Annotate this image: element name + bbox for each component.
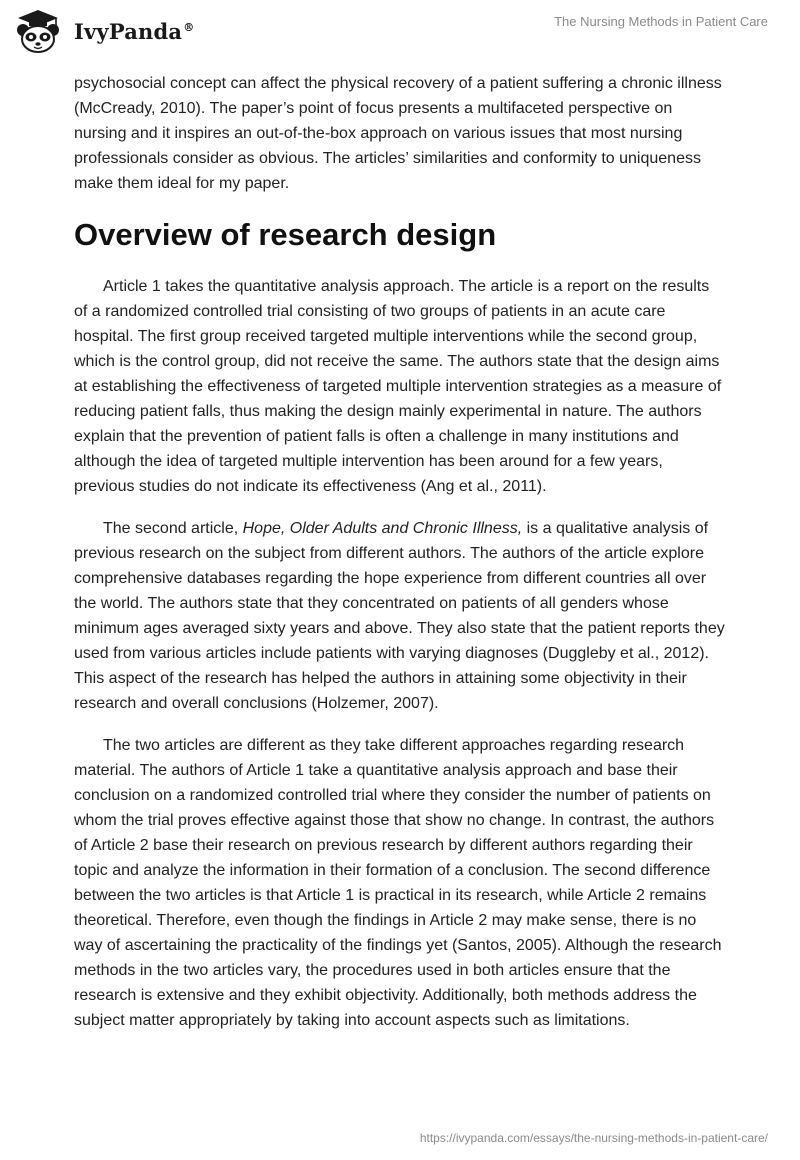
paragraph-2-suffix: is a qualitative analysis of previous research on the subject from different authors. The authors of the article explore comprehensive databases regarding the hope experience from different countries all over the world. The authors state that they concentrated on patients of all genders whose minimum ages averaged sixty years and above. They also state that the patient reports they used from various articles include patients with varying diagnoses (Duggleby et al., 2012). This aspect of the research has helped the authors in attaining some objectivity in their research and overall conclusions (Holzemer, 2007).: [74, 520, 725, 712]
intro-paragraph: psychosocial concept can affect the physical recovery of a patient suffering a chronic illness (McCready, 2010). The paper’s point of focus presents a multifaceted perspective on nursing and it inspires an out-of-the-box approach on various issues that most nursing professionals consider as obvious. The articles’ similarities and conformity to uniqueness make them ideal for my paper.: [74, 75, 722, 192]
paragraph-article-1: Article 1 takes the quantitative analysis approach. The article is a report on the results of a randomized controlled trial consisting of two groups of patients in an acute care hospital. The first group received targeted multiple interventions while the second group, which is the control group, did not receive the same. The authors state that the design aims at establishing the effectiveness of targeted multiple intervention strategies as a measure of reducing patient falls, thus making the design mainly experimental in nature. The authors explain that the prevention of patient falls is often a challenge in many institutions and although the idea of targeted multiple intervention has been around for a few years, previous studies do not indicate its effectiveness (Ang et al., 2011).: [74, 278, 722, 495]
paragraph-article-2: [74, 516, 726, 716]
paragraph-2-prefix: The second article,: [103, 520, 243, 537]
source-url[interactable]: https://ivypanda.com/essays/the-nursing-methods-in-patient-care/: [419, 1131, 768, 1145]
paragraph-comparison: The two articles are different as they take different approaches regarding research material. The authors of Article 1 take a quantitative analysis approach and base their conclusion on a randomized controlled trial where they consider the number of patients on whom the trial proves effective against those that show no change. In contrast, the authors of Article 2 base their research on previous research by different authors regarding their topic and analyze the information in their formation of a conclusion. The second difference between the two articles is that Article 1 is practical in its research, while Article 2 remains theoretical. Therefore, even though the findings in Article 2 may make sense, there is no way of ascertaining the practicality of the findings yet (Santos, 2005). Although the research methods in the two articles vary, the procedures used in both articles ensure that the research is extensive and they exhibit objectivity. Additionally, both methods address the subject matter appropriately by taking into account aspects such as limitations.: [74, 737, 722, 1029]
brand-logo[interactable]: [12, 8, 194, 54]
document-title: The Nursing Methods in Patient Care: [554, 14, 768, 29]
panda-graduate-icon: [12, 8, 64, 54]
section-heading: Overview of research design: [74, 217, 497, 252]
brand-name: IvyPanda®: [74, 18, 195, 44]
article-title: Hope, Older Adults and Chronic Illness,: [242, 520, 523, 537]
page-header: [0, 0, 800, 60]
essay-body: [74, 71, 726, 1033]
